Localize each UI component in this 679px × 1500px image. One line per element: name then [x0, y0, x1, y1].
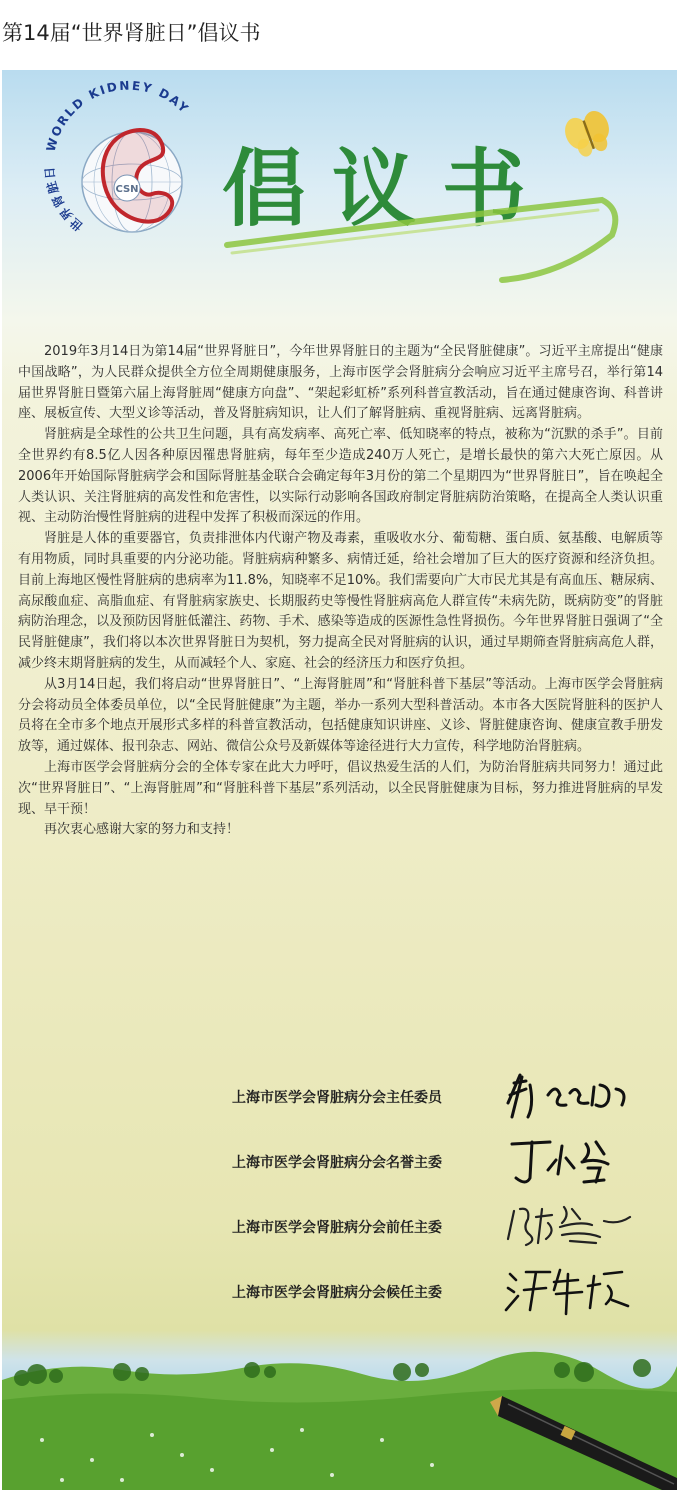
poster-header: [2, 70, 677, 340]
logo-ring-text-en: WORLD KIDNEY DAY: [43, 78, 193, 154]
paragraph: 上海市医学会肾脏病分会的全体专家在此大力呼吁，倡议热爱生活的人们，为防治肾脏病共同努力！通过此次“世界肾脏日”、“上海肾脏周”和“肾脏科普下基层”系列活动，以全民肾脏健康为目标，努力推进肾脏病的早发现、早干预！: [18, 759, 663, 817]
poster: [2, 70, 677, 1490]
signature-row: [2, 1260, 677, 1320]
logo-center-text: CSN: [115, 184, 139, 195]
world-kidney-day-logo: [42, 79, 192, 235]
logo-ring-text-cn: 世界肾脏日: [42, 164, 86, 234]
signature-block: [2, 1065, 677, 1325]
handwritten-signature: [500, 1260, 640, 1318]
headline: 倡议书: [222, 140, 553, 238]
signature-row: [2, 1065, 677, 1125]
signatory-title: 上海市医学会肾脏病分会候任主委: [232, 1285, 442, 1301]
signature-row: [2, 1195, 677, 1255]
paragraph: 从3月14日起，我们将启动“世界肾脏日”、“上海肾脏周”和“肾脏科普下基层”等活动。上海市医学会肾脏病分会将动员全体委员单位，以“全民肾脏健康”为主题，举办一系列大型科普活动。本市各大医院肾脏科的医护人员将在全市多个地点开展形式多样的科普宣教活动，包括健康知识讲座、义诊、肾脏健康咨询、健康宣教手册发放等，通过媒体、报刊杂志、网站、微信公众号及新媒体等途径进行大力宣传，科学地防治肾脏病。: [18, 676, 663, 755]
butterfly-icon: [561, 107, 616, 161]
paragraph: 肾脏是人体的重要器官，负责排泄体内代谢产物及毒素，重吸收水分、葡萄糖、蛋白质、氨基酸、电解质等有用物质，同时具重要的内分泌功能。肾脏病病种繁多、病情迁延，给社会增加了巨大的医疗资源和经济负担。目前上海地区慢性肾脏病的患病率为11.8%，知晓率不足10%。我们需要向广大市民尤其是有高血压、糖尿病、高尿酸血症、高脂血症、有肾脏病家族史、长期服药史等慢性肾脏病高危人群宣传“未病先防，既病防变”的肾脏病防治理念，以及预防因肾脏低灌注、药物、手术、感染等造成的医源性急性肾损伤。今年世界肾脏日强调了“全民肾脏健康”，我们将以本次世界肾脏日为契机，努力提高全民对肾脏病的认识，通过早期筛查肾脏病高危人群，减少终末期肾脏病的发生，从而减轻个人、家庭、社会的经济压力和医疗负担。: [18, 531, 663, 671]
handwritten-signature: [500, 1130, 640, 1188]
meadow-scene: [2, 1340, 677, 1490]
handwritten-signature: [500, 1195, 640, 1253]
signature-row: [2, 1130, 677, 1190]
signatory-title: 上海市医学会肾脏病分会前任主委: [232, 1220, 442, 1236]
page-title: 第14届“世界肾脏日”倡议书: [2, 21, 261, 45]
signatory-title: 上海市医学会肾脏病分会名誉主委: [232, 1155, 442, 1171]
signatory-title: 上海市医学会肾脏病分会主任委员: [232, 1090, 442, 1106]
paragraph: 再次衷心感谢大家的努力和支持！: [44, 822, 240, 838]
handwritten-signature: [500, 1065, 640, 1123]
proposal-body: [18, 342, 663, 841]
paragraph: 肾脏病是全球性的公共卫生问题，具有高发病率、高死亡率、低知晓率的特点，被称为“沉默的杀手”。目前全世界约有8.5亿人因各种原因罹患肾脏病，每年至少造成240万人死亡，是增长最快的第六大死亡原因。从2006年开始国际肾脏病学会和国际肾脏基金联合会确定每年3月份的第二个星期四为“世界肾脏日”，旨在唤起全人类认识、关注肾脏病的高发性和危害性，以实际行动影响各国政府制定肾脏病防治策略，在提高全人类认识重视、主动防治慢性肾脏病的进程中发挥了积极而深远的作用。: [18, 427, 663, 526]
paragraph: 2019年3月14日为第14届“世界肾脏日”，今年世界肾脏日的主题为“全民肾脏健康”。习近平主席提出“健康中国战略”，为人民群众提供全方位全周期健康服务，上海市医学会肾脏病分会响应习近平主席号召，举行第14届世界肾脏日暨第六届上海肾脏周“健康方向盘”、“架起彩虹桥”系列科普宣教活动，旨在通过健康咨询、科普讲座、展板宣传、大型义诊等活动，普及肾脏病知识，让人们了解肾脏病、重视肾脏病、远离肾脏病。: [18, 344, 663, 422]
